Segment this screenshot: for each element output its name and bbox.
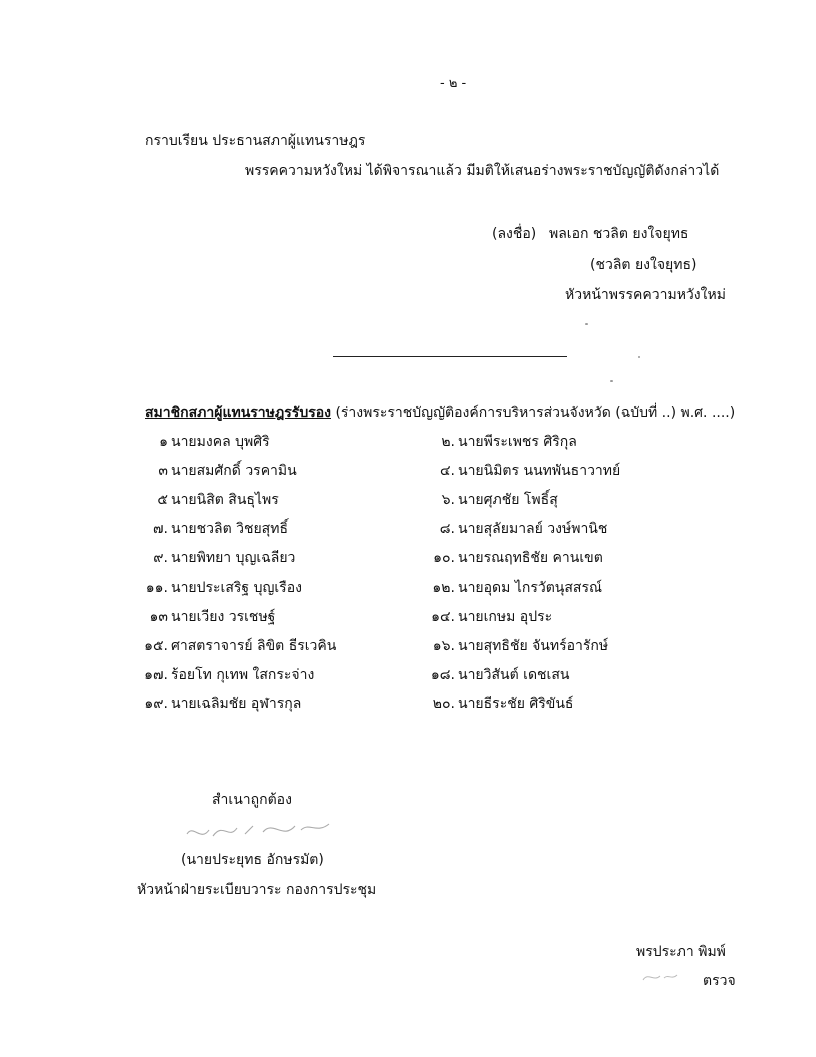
scan-speck: [585, 323, 588, 325]
endorser-name: นายประเสริฐ บุญเรือง: [171, 580, 302, 596]
checker-label: ตรวจ: [703, 973, 736, 989]
endorser-name: นายเฉลิมชัย อุฬารกุล: [171, 696, 302, 712]
endorsers-heading-bill: (ร่างพระราชบัญญัติองค์การบริหารส่วนจังหวัด (ฉบับที่ ..) พ.ศ. ....): [335, 405, 736, 421]
certifier-signature: [183, 816, 333, 846]
endorser-name: ศาสตราจารย์ ลิขิต ธีรเวคิน: [171, 638, 337, 654]
endorsers-heading-title: สมาชิกสภาผู้แทนราษฎรรับรอง: [145, 405, 331, 421]
certifier-position: หัวหน้าฝ่ายระเบียบวาระ กองการประชุม: [137, 882, 377, 898]
endorser-number: ๑๖.: [432, 638, 455, 654]
endorsers-heading: [145, 406, 735, 420]
endorser-name: นายมงคล บุพศิริ: [171, 434, 270, 450]
party-statement: พรรคความหวังใหม่ ได้พิจารณาแล้ว มีมติให้เสนอร่างพระราชบัญญัติดังกล่าวได้: [245, 163, 720, 179]
endorser-number: ๑๘.: [430, 667, 455, 683]
endorser-number: ๑๔.: [431, 609, 455, 625]
page-number: - ๒ -: [440, 76, 467, 91]
endorser-name: นายพิทยา บุญเฉลียว: [171, 550, 296, 566]
signer-printed-name: (ชวลิต ยงใจยุทธ): [590, 257, 697, 273]
endorser-name: นายชวลิต วิชยสุทธิ์: [171, 521, 289, 537]
endorser-number: ๔.: [439, 463, 455, 479]
endorser-name: นายรณฤทธิชัย คานเขต: [458, 550, 603, 566]
signer-position: หัวหน้าพรรคความหวังใหม่: [565, 287, 726, 303]
endorser-name: นายสุลัยมาลย์ วงษ์พานิช: [458, 521, 608, 537]
endorser-number: ๒.: [441, 434, 455, 450]
certified-copy-label: สำเนาถูกต้อง: [212, 792, 292, 808]
endorser-number: ๕: [157, 492, 168, 508]
endorser-name: นายนิมิตร นนทพันธาวาทย์: [458, 463, 621, 479]
endorser-name: นายเกษม อุประ: [458, 609, 553, 625]
endorser-number: ๑๗.: [144, 667, 168, 683]
endorser-number: ๑๓: [149, 609, 168, 625]
endorser-name: นายธีระชัย ศิริขันธ์: [458, 696, 574, 712]
signer-name: พลเอก ชวลิต ยงใจยุทธ: [549, 226, 689, 242]
endorser-number: ๓: [158, 463, 168, 479]
endorser-number: ๒๐.: [432, 696, 455, 712]
endorser-number: ๑๐.: [433, 550, 455, 566]
endorser-name: นายเวียง วรเชษฐ์: [171, 609, 276, 625]
salutation: กราบเรียน ประธานสภาผู้แทนราษฎร: [145, 133, 366, 149]
endorser-number: ๑๒.: [432, 580, 455, 596]
endorser-name: นายพีระเพชร ศิริกุล: [458, 434, 577, 450]
section-divider: [333, 356, 567, 357]
endorser-number: ๖.: [441, 492, 455, 508]
checker-initials: [640, 968, 680, 986]
endorser-name: นายอุดม ไกรวัตนุสสรณ์: [458, 580, 602, 596]
endorser-name: นายวิสันต์ เดชเสน: [458, 667, 570, 683]
endorser-number: ๑: [159, 434, 168, 450]
endorser-number: ๑๕.: [144, 638, 168, 654]
endorser-number: ๑๑.: [145, 580, 168, 596]
endorser-number: ๗.: [153, 521, 168, 537]
endorser-number: ๑๙.: [144, 696, 168, 712]
certifier-printed-name: (นายประยุทธ อักษรมัต): [181, 852, 324, 868]
endorser-name: นายสมศักดิ์ วรคามิน: [171, 463, 297, 479]
endorser-name: นายศุภชัย โพธิ์สุ: [458, 492, 558, 508]
scan-speck: [610, 380, 613, 382]
endorser-number: ๙.: [153, 550, 168, 566]
endorser-name: นายสุทธิชัย จันทร์อารักษ์: [458, 638, 609, 654]
endorser-name: ร้อยโท กุเทพ ใสกระจ่าง: [171, 667, 315, 683]
signed-label: (ลงชื่อ): [492, 226, 537, 242]
typist-note: พรประภา พิมพ์: [636, 944, 726, 960]
endorser-number: ๘.: [439, 521, 455, 537]
scan-speck: [638, 356, 640, 358]
endorser-name: นายนิสิต สินธุไพร: [171, 492, 279, 508]
